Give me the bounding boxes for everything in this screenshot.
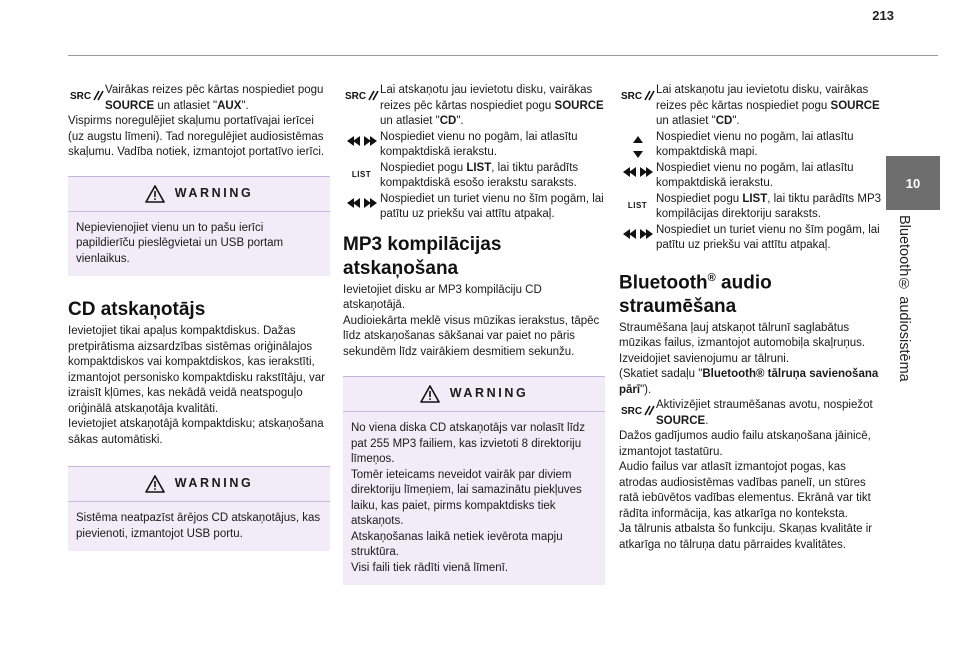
warning-text: Nepievienojiet vienu un to pašu ierīci papildierīču pieslēgvietai un USB portam vienlaikus.	[76, 221, 284, 265]
list-button-icon: LIST	[627, 200, 648, 210]
bluetooth-heading: Bluetooth® audio straumēšana	[619, 271, 772, 317]
warning-triangle-icon	[145, 185, 165, 203]
hold-step-text: Nospiediet un turiet vienu no šīm pogām, lai patītu uz priekšu vai attītu atpakaļ.	[656, 223, 880, 251]
svg-text:SRC: SRC	[344, 91, 366, 101]
warning-title: WARNING	[174, 185, 254, 200]
src-button-icon	[619, 83, 656, 101]
cd-source-step-text: Lai atskaņotu jau ievietotu disku, vairākas reizes pēc kārtas nospiediet pogu SOURCE un atlasiet "CD".	[380, 84, 604, 127]
svg-text:SRC: SRC	[69, 91, 91, 101]
bt-paragraph-2: Izveidojiet savienojumu ar tālruni.	[619, 352, 790, 365]
src-button-icon	[68, 83, 105, 101]
warning-title: WARNING	[449, 386, 529, 401]
mp3-paragraph-1: Ievietojiet disku ar MP3 kompilāciju CD atskaņotājā.	[343, 283, 542, 311]
src-button-icon	[619, 398, 656, 416]
bt-paragraph-5: Audio failus var atlasīt izmantojot pogas, kas atrodas audiosistēmas vadības panelī, un stūres ratā iebūvētos vadības elementus. Ekrānā var tikt rādīta informācija, kas atkarīga no konteksta.	[619, 461, 871, 520]
svg-text:SRC: SRC	[620, 91, 642, 101]
hold-step	[619, 223, 881, 254]
seek-buttons-icon	[619, 161, 656, 177]
aux-step	[68, 83, 330, 114]
fast-forward-rewind-icon	[343, 192, 380, 208]
cd-paragraph-2: Ievietojiet atskaņotājā kompaktdisku; atskaņošana sākas automātiski.	[68, 418, 324, 446]
cd-paragraph: Ievietojiet tikai apaļus kompaktdiskus. Dažas pretpirātisma aizsardzības sistēmas oriģinālajos kompaktdiskos vai kompaktdiskos, kas ierakstīti, izmantojot personisko kompaktdisku rakstītāju, var izraisīt kļūmes, kas nekādā veidā neatspoguļo oriģinālā atskaņotāja kvalitāti.	[68, 325, 325, 415]
warning-header	[68, 467, 330, 502]
warning-box-usb	[68, 176, 330, 277]
warning-title: WARNING	[174, 476, 254, 491]
column-1	[68, 83, 330, 551]
seek-step-text: Nospiediet vienu no pogām, lai atlasītu kompaktdiskā ierakstu.	[380, 130, 578, 158]
page-number: 213	[872, 8, 894, 23]
warning-text: Sistēma neatpazīst ārējos CD atskaņotājus, kas pievienoti, izmantojot USB portu.	[76, 512, 321, 540]
bt-paragraph-4: Dažos gadījumos audio failu atskaņošana jāinicē, izmantojot tastatūru.	[619, 430, 871, 458]
list-step	[619, 192, 881, 223]
cd-source-step	[343, 83, 605, 130]
column-3	[619, 83, 881, 553]
list-step-text: Nospiediet pogu LIST, lai tiktu parādīts MP3 kompilācijas direktoriju saraksts.	[656, 192, 882, 220]
warning-triangle-icon	[420, 385, 440, 403]
list-step-text: Nospiediet pogu LIST, lai tiktu parādīts kompaktdiskā esošo ierakstu saraksts.	[380, 161, 579, 189]
src-button-icon	[343, 83, 380, 101]
hold-step	[343, 192, 605, 223]
hold-step-text: Nospiediet un turiet vienu no šīm pogām, lai patītu uz priekšu vai attītu atpakaļ.	[380, 192, 604, 220]
column-2	[343, 83, 605, 585]
cd-source-step	[619, 83, 881, 130]
mp3-paragraph-2: Audioiekārta meklē visus mūzikas ierakstus, tāpēc līdz atskaņošanas sākšanai var paiet no pāris sekundēm līdz vairākiem desmitiem sekunžu.	[343, 314, 600, 358]
warning-box-mp3	[343, 376, 605, 585]
cd-heading: CD atskaņotājs	[68, 299, 206, 320]
fast-forward-rewind-icon	[619, 223, 656, 239]
activate-step	[619, 398, 881, 429]
cd-source-step-text: Lai atskaņotu jau ievietotu disku, vairākas reizes pēc kārtas nospiediet pogu SOURCE un atlasiet "CD".	[656, 84, 880, 127]
seek-buttons-icon	[343, 130, 380, 146]
top-rule	[68, 55, 938, 56]
folder-step-text: Nospiediet vienu no pogām, lai atlasītu kompaktdiskā mapi.	[656, 130, 854, 158]
aux-step-text: Vairākas reizes pēc kārtas nospiediet pogu SOURCE un atlasiet "AUX".	[105, 84, 324, 112]
bt-paragraph-6: Ja tālrunis atbalsta šo funkciju. Skaņas kvalitāte ir atkarīga no tālruņa datu pārraides kvalitātes.	[619, 523, 873, 551]
warning-text-1: No viena diska CD atskaņotājs var nolasīt līdz pat 255 MP3 failiem, kas izvietoti 8 direktoriju līmeņos.	[351, 422, 585, 465]
seek-step-text: Nospiediet vienu no pogām, lai atlasītu kompaktdiskā ierakstu.	[656, 161, 854, 189]
warning-header	[68, 177, 330, 212]
warning-text-3: Atskaņošanas laikā netiek ievērota mapju struktūra.	[351, 530, 563, 558]
warning-text-2: Tomēr ieteicams neveidot vairāk par diviem direktoriju līmeņiem, lai samazinātu piekļuves laiku, kas paiet, pirms kompaktdisks tiek atskaņots.	[351, 468, 582, 527]
mp3-heading: MP3 kompilācijas atskaņošana	[343, 233, 502, 279]
bt-paragraph-1: Straumēšana ļauj atskaņot tālrunī saglabātus mūzikas failus, izmantojot automobiļa skaļruņus.	[619, 321, 866, 350]
warning-header	[343, 377, 605, 412]
bt-paragraph-3: (Skatiet sadaļu "Bluetooth® tālruņa savienošana pārī").	[619, 368, 879, 396]
up-down-arrows-icon	[619, 130, 656, 158]
list-step	[343, 161, 605, 192]
svg-text:SRC: SRC	[620, 406, 642, 417]
list-button-icon: LIST	[351, 169, 372, 179]
warning-text-4: Visi faili tiek rādīti vienā līmenī.	[351, 561, 509, 574]
aux-paragraph: Vispirms noregulējiet skaļumu portatīvajai ierīcei (uz augstu līmeni). Tad noregulējiet audiosistēmas skaļumu. Vadība notiek, izmantojot portatīvo ierīci.	[68, 115, 325, 158]
activate-step-text: Aktivizējiet straumēšanas avotu, nospiežot SOURCE.	[656, 399, 873, 427]
folder-step	[619, 130, 881, 161]
chapter-title: Bluetooth® audiosistēma	[896, 215, 912, 382]
warning-triangle-icon	[145, 475, 165, 493]
chapter-tab[interactable]: 10	[886, 156, 940, 210]
seek-step	[343, 130, 605, 161]
warning-box-external-cd	[68, 466, 330, 551]
seek-step	[619, 161, 881, 192]
